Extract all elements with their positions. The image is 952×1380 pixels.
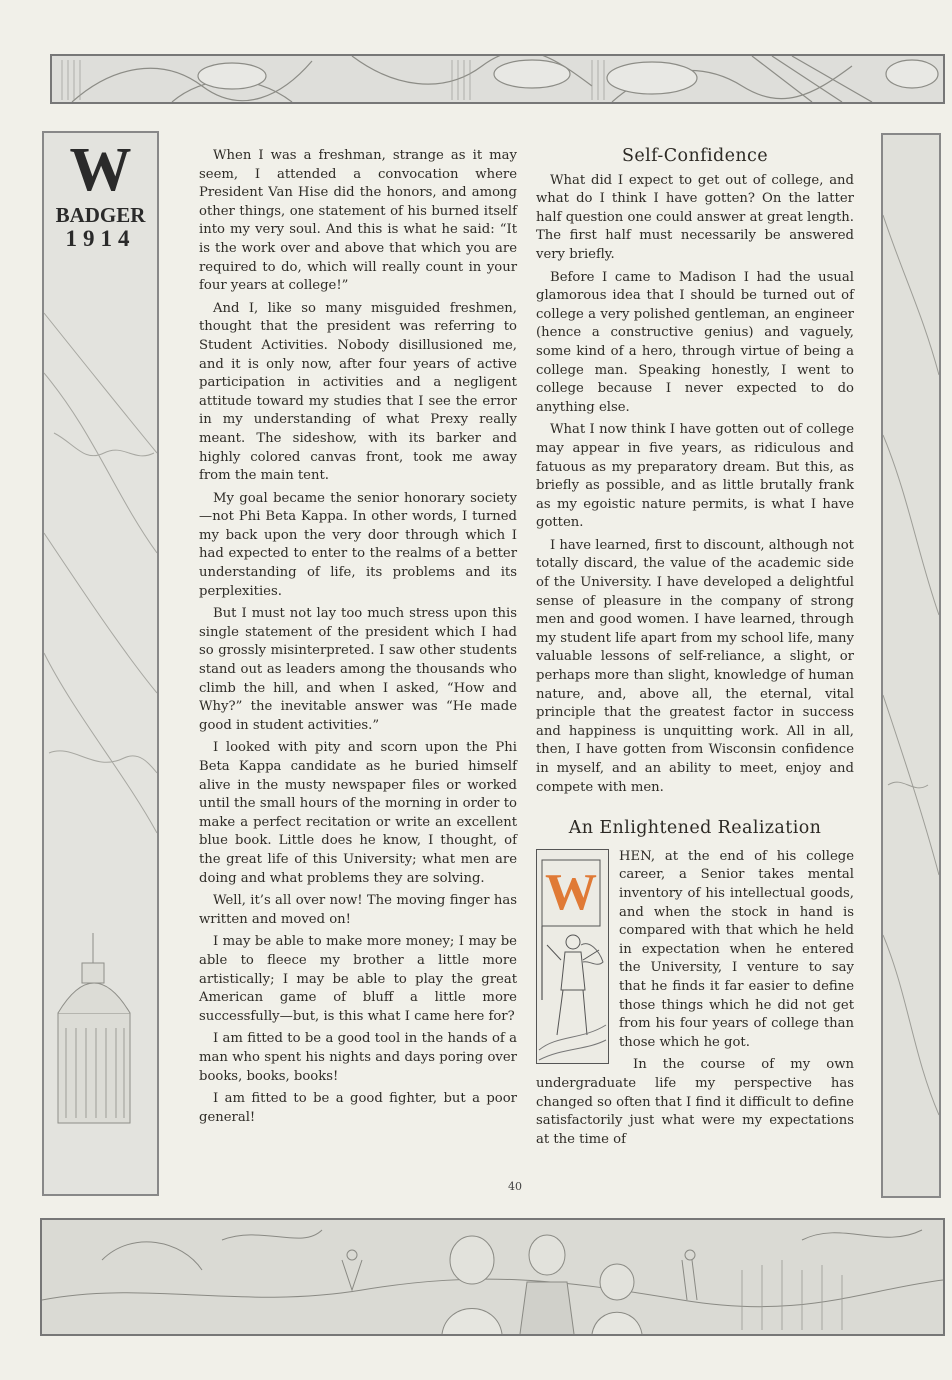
paragraph: Before I came to Madison I had the usual glamorous idea that I should be turned out of college a very polished gentleman, an engineer (hence a constructive genius) and vaguely, some kind of a hero, through virtue of being a college man. Speaking honestly, I went to college because I never expected to do anything else.: [536, 269, 854, 415]
left-text-column: [199, 147, 517, 1131]
drop-cap-letter: W: [545, 863, 597, 921]
right-text-column: [536, 147, 854, 1153]
paragraph: I am fitted to be a good tool in the hands of a man who spent his nights and days poring over books, books, books!: [199, 1031, 517, 1084]
paragraph: I may be able to make more money; I may be able to fleece my brother a little more artistically; I may be able to play the great American game of bluff a little more successfully—but, is this what I came here for?: [199, 934, 517, 1024]
left-border-panel: [42, 131, 159, 1196]
paragraph: In the course of my own undergraduate life my perspective has changed so often that I find it difficult to define satisfactorily just what were my expectations at the time of: [536, 1057, 854, 1147]
page-number: 40: [508, 1180, 522, 1193]
paragraph: And I, like so many misguided freshmen, thought that the president was referring to Student Activities. Nobody disillusioned me, and it is only now, after four years of active participation in activities and a negligent attitude toward my studies that I see the error in my understanding of what Prexy really meant. The sideshow, with its barker and highly colored canvas front, took me away from the main tent.: [199, 300, 517, 484]
heading-enlightened-realization: An Enlightened Realization: [568, 818, 822, 839]
paragraph: I am fitted to be a good fighter, but a poor general!: [199, 1091, 517, 1125]
badger-year: 1914: [65, 226, 136, 251]
paragraph: What did I expect to get out of college, and what do I think I have gotten? On the latter half question one could answer at great length. The first half must necessarily be answered very briefly.: [536, 172, 854, 262]
bottom-decorative-banner: [40, 1218, 945, 1336]
paragraph-initial: HEN, at the end of his college career, a Senior takes mental inventory of his intellectual goods, and when the stock in hand is compared with that which he held in expectation when he entered the University, I venture to say that he finds it far easier to define those things which he did not get from his four years of college than those which he got.: [619, 848, 854, 1050]
drop-cap-illustration: [536, 849, 609, 1064]
right-border-panel: [881, 133, 941, 1198]
paragraph: My goal became the senior honorary society—not Phi Beta Kappa. In other words, I turned my back upon the very door through which I had expected to enter to the realms of a better understanding of life, its problems and its perplexities.: [199, 490, 517, 599]
paragraph: But I must not lay too much stress upon this single statement of the president which I had so grossly misinterpreted. I saw other students stand out as leaders among the thousands who climb the hill, and when I asked, “How and Why?” the inevitable answer was “He made good in student activities.”: [199, 606, 517, 733]
heading-self-confidence: Self-Confidence: [622, 146, 768, 166]
campus-scene-illustration: [42, 1220, 943, 1334]
paragraph: What I now think I have gotten out of college may appear in five years, as ridiculous and fatuous as my preparatory dream. But this, as briefly as possible, and as little brutally frank as my egoistic nature permits, is what I have gotten.: [536, 422, 854, 531]
paragraph: I looked with pity and scorn upon the Phi Beta Kappa candidate as he buried himself alive in the musty newspaper files or worked until the small hours of the morning in order to make a perfect recitation or write an excellent blue book. Little does he know, I thought, of the great life of this University; what men are doing and what problems they are solving.: [199, 740, 517, 886]
drop-cap-section: [536, 848, 854, 1053]
left-border-illustration: [44, 133, 157, 1194]
paragraph: I have learned, first to discount, although not totally discard, the value of the academic side of the University. I have developed a delightful sense of pleasure in the company of strong men and good women. I have learned, through my student life apart from my school life, many valuable lessons of self-reliance, a slight, or perhaps more than slight, knowledge of human nature, and, above all, the eternal, vital principle that the greatest factor in success and happiness is unquitting work. All in all, then, I have gotten from Wisconsin confidence in myself, and an ability to meet, enjoy and compete with men.: [536, 537, 854, 795]
banner-tree-illustration: [52, 56, 943, 102]
right-border-illustration: [883, 135, 939, 1196]
paragraph: Well, it’s all over now! The moving finger has written and moved on!: [199, 893, 517, 927]
badger-title: BADGER: [55, 203, 146, 227]
paragraph: When I was a freshman, strange as it may seem, I attended a convocation where President Van Hise did the honors, and among other things, one statement of his burned itself into my very soul. And this is what he said: “It is the work over and above that which you are required to do, which will really count in your four years at college!”: [199, 148, 517, 294]
figure-illustration: [537, 850, 608, 1063]
logo-w-letter: W: [69, 136, 132, 204]
top-decorative-banner: [50, 54, 945, 104]
